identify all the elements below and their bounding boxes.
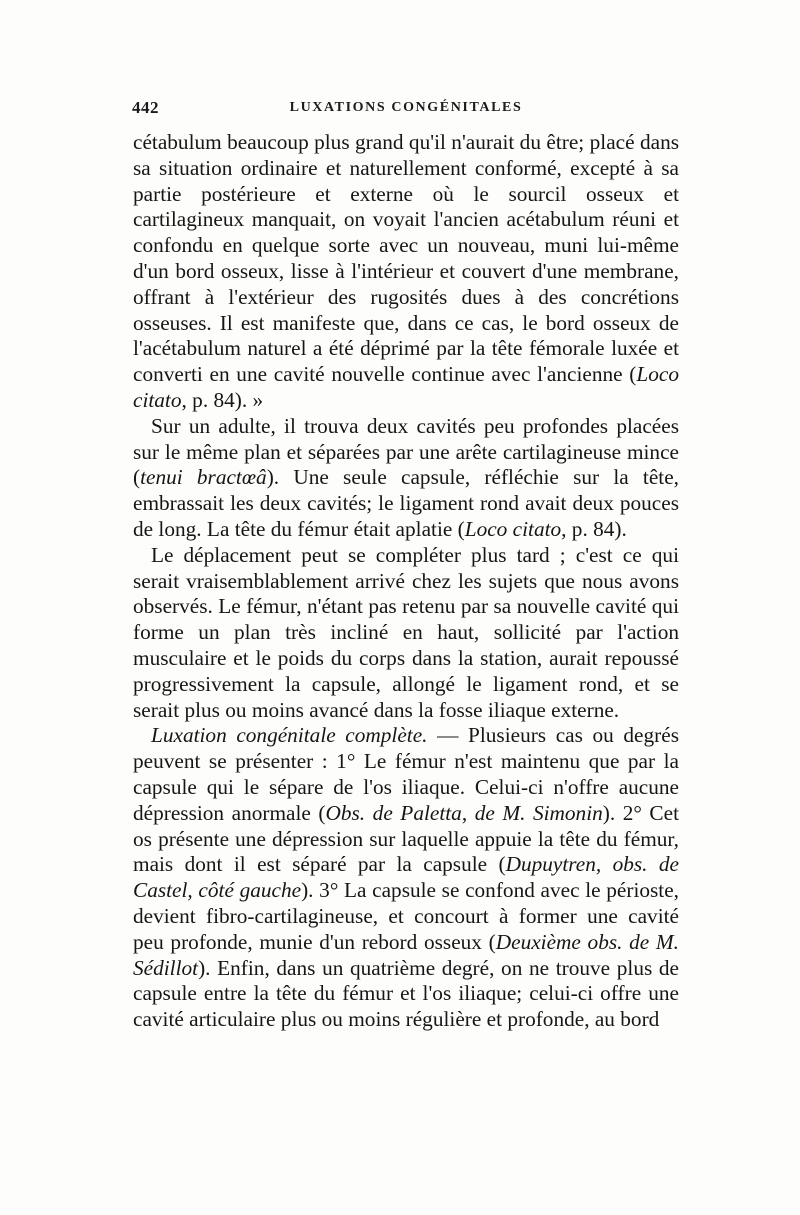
citation: tenui bractœâ	[140, 465, 267, 490]
citation: Dupuytren, obs. de Castel, côté gauche	[133, 852, 679, 903]
text-run: , p. 84). »	[181, 387, 264, 412]
text-run: ). 2° Cet os présente une dépression sur laquelle appuie la tête du fémur, mais dont il est séparé par la capsule (	[133, 800, 680, 877]
citation: de M. Simonin	[474, 800, 603, 825]
citation: Loco citato	[464, 516, 562, 541]
text-run: ). 3° La capsule se confond avec le périoste, devient fibro-cartilagineuse, et concourt à former une cavité peu profonde, munie d'un rebord osseux (	[133, 878, 680, 954]
text-run: ). Une seule capsule, réfléchie sur la tête, embrassait les deux cavités; le ligament rond avait deux pouces de long. La tête du fémur était aplatie (	[133, 465, 679, 541]
paragraph-2	[133, 414, 679, 543]
text-run: ). Enfin, dans un quatrième degré, on ne trouve plus de capsule entre la tête du fémur et l'os iliaque; celui-ci offre une cavité articulaire plus ou moins régulière et profonde, au bord	[133, 955, 679, 1032]
section-heading: Luxation congénitale complète.	[151, 723, 428, 748]
text-run: — Plusieurs cas ou degrés peuvent se présenter : 1° Le fémur n'est maintenu que par la capsule qui le sépare de l'os iliaque. Celui-ci n'offre aucune dépression anormale (	[133, 723, 679, 825]
paragraph-1	[133, 130, 679, 414]
text-run: ,	[461, 800, 475, 825]
text-run: , p. 84).	[561, 516, 627, 541]
page-number: 442	[132, 98, 159, 117]
running-title: LUXATIONS CONGÉNITALES	[289, 100, 523, 115]
paragraph-3	[133, 543, 679, 724]
citation: Loco citato	[133, 362, 679, 412]
page-header	[132, 98, 680, 124]
text-run: Sur un adulte, il trouva deux cavités peu profondes placées sur le même plan et séparées par une arête cartilagineuse mince (	[133, 413, 679, 490]
text-run: cétabulum beaucoup plus grand qu'il n'aurait du être; placé dans sa situation ordinaire et naturellement conformé, excepté à sa partie postérieure et externe où le sourcil osseux et cartilagineux manquait, on voyait l'ancien acétabulum réuni et confondu en quelque sorte avec un nouveau, muni lui-même d'un bord osseux, lisse à l'intérieur et couvert d'une membrane, offrant à l'extérieur des rugosités dues à des concrétions osseuses. Il est manifeste que, dans ce cas, le bord osseux de l'acétabulum naturel a été déprimé par la tête fémorale luxée et converti en une cavité nouvelle continue avec l'ancienne (	[133, 130, 679, 387]
body-text	[133, 130, 679, 1033]
paragraph-4	[133, 723, 679, 1033]
text-run: Le déplacement peut se compléter plus tard ; c'est ce qui serait vraisemblablement arrivé chez les sujets que nous avons observés. Le fémur, n'étant pas retenu par sa nouvelle cavité qui forme un plan très incliné en haut, sollicité par l'action musculaire et le poids du corps dans la station, aurait repoussé progressivement la capsule, allongé le ligament rond, et se serait plus ou moins avancé dans la fosse iliaque externe.	[133, 542, 679, 722]
citation: Deuxième obs. de M. Sédillot	[133, 929, 680, 980]
citation: Obs. de Paletta	[325, 800, 462, 825]
